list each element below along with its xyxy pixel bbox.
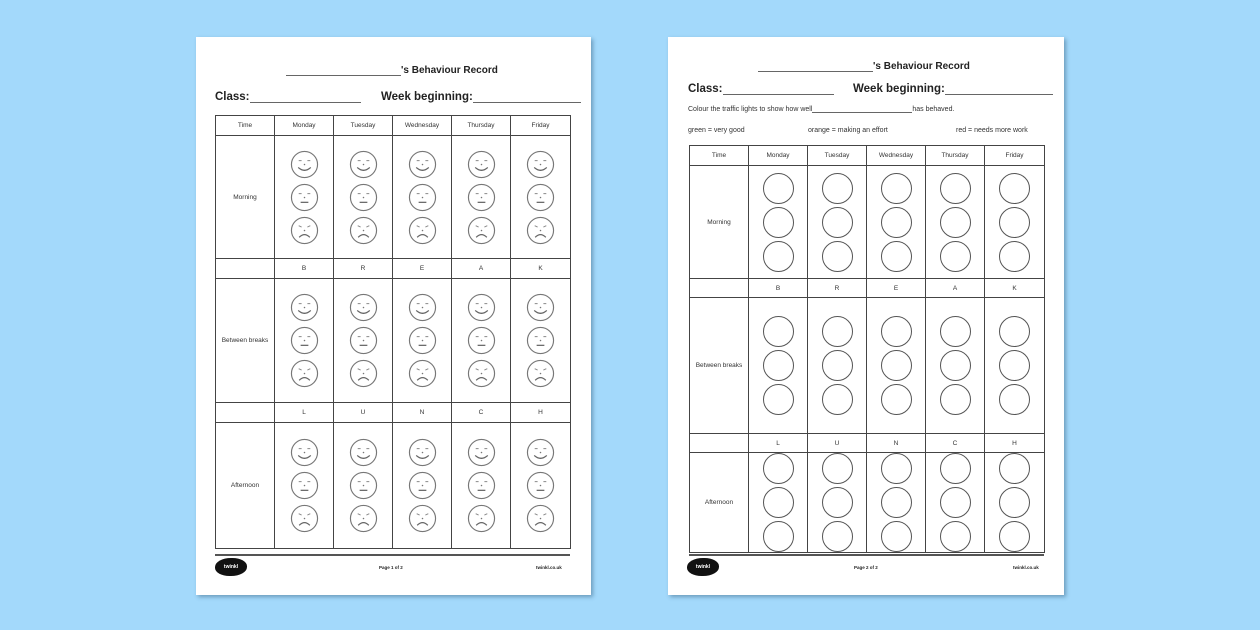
traffic-light-top-circle-icon[interactable] (822, 453, 853, 484)
traffic-light-top-circle-icon[interactable] (999, 173, 1030, 204)
traffic-light-middle-circle-icon[interactable] (940, 350, 971, 381)
session-row (690, 453, 1045, 553)
happy-face-icon[interactable] (349, 293, 378, 322)
traffic-light-cell (985, 166, 1045, 279)
sad-face-icon[interactable] (526, 359, 555, 388)
break-letter: H (511, 403, 571, 423)
sad-face-icon[interactable] (467, 359, 496, 388)
happy-face-icon[interactable] (408, 438, 437, 467)
traffic-light-top-circle-icon[interactable] (763, 316, 794, 347)
twinkl-logo: twinkl (687, 558, 719, 576)
page-title: 's Behaviour Record (286, 65, 498, 76)
page-number: Page 1 of 2 (379, 565, 403, 570)
traffic-light-middle-circle-icon[interactable] (763, 350, 794, 381)
sad-face-icon[interactable] (290, 216, 319, 245)
traffic-light-bottom-circle-icon[interactable] (940, 521, 971, 552)
traffic-light-bottom-circle-icon[interactable] (763, 521, 794, 552)
class-field: Class: (688, 83, 834, 95)
session-label (216, 259, 275, 279)
header-row (216, 116, 571, 136)
neutral-face-icon[interactable] (467, 471, 496, 500)
break-letter: K (985, 279, 1045, 298)
traffic-light-table (689, 145, 1045, 553)
session-label: Afternoon (216, 423, 275, 549)
happy-face-icon[interactable] (526, 438, 555, 467)
traffic-light-top-circle-icon[interactable] (763, 173, 794, 204)
happy-face-icon[interactable] (290, 438, 319, 467)
header-day: Friday (985, 146, 1045, 166)
traffic-light-cell (749, 166, 808, 279)
traffic-light-bottom-circle-icon[interactable] (940, 241, 971, 272)
break-letter: E (867, 279, 926, 298)
page-title: 's Behaviour Record (758, 61, 970, 72)
traffic-light-middle-circle-icon[interactable] (822, 350, 853, 381)
face-cell (275, 423, 334, 549)
sad-face-icon[interactable] (290, 359, 319, 388)
instruction-text: Colour the traffic lights to show how well has behaved. (688, 106, 955, 113)
traffic-light-middle-circle-icon[interactable] (881, 207, 912, 238)
happy-face-icon[interactable] (408, 293, 437, 322)
face-cell (511, 423, 571, 549)
header-day: Monday (749, 146, 808, 166)
face-cell (393, 423, 452, 549)
traffic-light-top-circle-icon[interactable] (999, 453, 1030, 484)
traffic-light-bottom-circle-icon[interactable] (822, 384, 853, 415)
break-row (216, 259, 571, 279)
key-orange: orange = making an effort (808, 127, 888, 134)
traffic-light-top-circle-icon[interactable] (881, 173, 912, 204)
break-letter: R (334, 259, 393, 279)
traffic-light-top-circle-icon[interactable] (999, 316, 1030, 347)
traffic-light-cell (808, 453, 867, 553)
traffic-light-middle-circle-icon[interactable] (822, 487, 853, 518)
header-day: Thursday (452, 116, 511, 136)
header-time: Time (216, 116, 275, 136)
traffic-light-cell (867, 166, 926, 279)
session-label: Morning (690, 166, 749, 279)
break-letter: U (334, 403, 393, 423)
site-url: twinkl.co.uk (536, 565, 562, 570)
behaviour-record-page-faces (196, 37, 591, 595)
traffic-light-middle-circle-icon[interactable] (940, 487, 971, 518)
face-cell (275, 136, 334, 259)
name-blank (758, 71, 873, 72)
break-letter: C (926, 434, 985, 453)
traffic-light-top-circle-icon[interactable] (940, 173, 971, 204)
traffic-light-cell (867, 298, 926, 434)
traffic-light-middle-circle-icon[interactable] (822, 207, 853, 238)
break-letter: E (393, 259, 452, 279)
traffic-light-top-circle-icon[interactable] (881, 316, 912, 347)
traffic-light-middle-circle-icon[interactable] (940, 207, 971, 238)
traffic-light-cell (985, 298, 1045, 434)
neutral-face-icon[interactable] (349, 471, 378, 500)
traffic-light-middle-circle-icon[interactable] (763, 487, 794, 518)
break-letter: A (926, 279, 985, 298)
break-letter: L (275, 403, 334, 423)
site-url: twinkl.co.uk (1013, 565, 1039, 570)
neutral-face-icon[interactable] (467, 183, 496, 212)
happy-face-icon[interactable] (408, 150, 437, 179)
break-letter: K (511, 259, 571, 279)
happy-face-icon[interactable] (349, 150, 378, 179)
session-row (690, 166, 1045, 279)
happy-face-icon[interactable] (467, 150, 496, 179)
break-letter: U (808, 434, 867, 453)
sad-face-icon[interactable] (408, 359, 437, 388)
neutral-face-icon[interactable] (290, 471, 319, 500)
neutral-face-icon[interactable] (467, 326, 496, 355)
key-green: green = very good (688, 127, 745, 134)
happy-face-icon[interactable] (526, 150, 555, 179)
traffic-light-cell (926, 298, 985, 434)
break-letter: H (985, 434, 1045, 453)
sad-face-icon[interactable] (467, 504, 496, 533)
break-letter: B (275, 259, 334, 279)
header-day: Tuesday (334, 116, 393, 136)
face-cell (334, 279, 393, 403)
break-letter: R (808, 279, 867, 298)
session-label: Between breaks (216, 279, 275, 403)
traffic-light-bottom-circle-icon[interactable] (881, 521, 912, 552)
sad-face-icon[interactable] (526, 216, 555, 245)
session-label (690, 434, 749, 453)
header-day: Friday (511, 116, 571, 136)
neutral-face-icon[interactable] (408, 471, 437, 500)
traffic-light-bottom-circle-icon[interactable] (999, 241, 1030, 272)
traffic-light-cell (867, 453, 926, 553)
break-row (216, 403, 571, 423)
session-label (690, 279, 749, 298)
break-letter: C (452, 403, 511, 423)
sad-face-icon[interactable] (349, 359, 378, 388)
header-time: Time (690, 146, 749, 166)
traffic-light-bottom-circle-icon[interactable] (763, 384, 794, 415)
traffic-light-cell (749, 298, 808, 434)
header-day: Wednesday (393, 116, 452, 136)
behaviour-table (215, 115, 571, 549)
traffic-light-middle-circle-icon[interactable] (999, 487, 1030, 518)
footer-divider (215, 554, 570, 556)
neutral-face-icon[interactable] (290, 326, 319, 355)
neutral-face-icon[interactable] (349, 326, 378, 355)
sad-face-icon[interactable] (349, 216, 378, 245)
traffic-light-middle-circle-icon[interactable] (999, 207, 1030, 238)
sad-face-icon[interactable] (408, 216, 437, 245)
face-cell (393, 136, 452, 259)
face-cell (334, 136, 393, 259)
traffic-light-top-circle-icon[interactable] (940, 316, 971, 347)
happy-face-icon[interactable] (526, 293, 555, 322)
traffic-light-bottom-circle-icon[interactable] (822, 521, 853, 552)
traffic-light-top-circle-icon[interactable] (822, 316, 853, 347)
happy-face-icon[interactable] (349, 438, 378, 467)
traffic-light-bottom-circle-icon[interactable] (763, 241, 794, 272)
behaviour-record-page-traffic-lights (668, 37, 1064, 595)
face-cell (275, 279, 334, 403)
neutral-face-icon[interactable] (408, 326, 437, 355)
traffic-light-bottom-circle-icon[interactable] (881, 241, 912, 272)
break-row (690, 434, 1045, 453)
happy-face-icon[interactable] (467, 293, 496, 322)
session-label: Afternoon (690, 453, 749, 553)
traffic-light-cell (926, 453, 985, 553)
twinkl-logo: twinkl (215, 558, 247, 576)
break-letter: B (749, 279, 808, 298)
face-cell (452, 423, 511, 549)
header-row (690, 146, 1045, 166)
face-cell (452, 279, 511, 403)
traffic-light-middle-circle-icon[interactable] (881, 487, 912, 518)
traffic-light-middle-circle-icon[interactable] (881, 350, 912, 381)
traffic-light-bottom-circle-icon[interactable] (999, 384, 1030, 415)
traffic-light-cell (749, 453, 808, 553)
traffic-light-middle-circle-icon[interactable] (763, 207, 794, 238)
page-number: Page 2 of 2 (854, 565, 878, 570)
week-beginning-field: Week beginning: (853, 83, 1053, 95)
traffic-light-cell (808, 166, 867, 279)
key-red: red = needs more work (956, 127, 1028, 134)
break-letter: A (452, 259, 511, 279)
session-label: Between breaks (690, 298, 749, 434)
header-day: Monday (275, 116, 334, 136)
sad-face-icon[interactable] (349, 504, 378, 533)
traffic-light-top-circle-icon[interactable] (940, 453, 971, 484)
sad-face-icon[interactable] (467, 216, 496, 245)
break-letter: N (393, 403, 452, 423)
session-label: Morning (216, 136, 275, 259)
class-field: Class: (215, 91, 361, 103)
traffic-light-cell (926, 166, 985, 279)
traffic-light-middle-circle-icon[interactable] (999, 350, 1030, 381)
traffic-light-cell (985, 453, 1045, 553)
break-row (690, 279, 1045, 298)
face-cell (511, 136, 571, 259)
session-row (690, 298, 1045, 434)
session-label (216, 403, 275, 423)
session-row (216, 279, 571, 403)
neutral-face-icon[interactable] (526, 326, 555, 355)
week-beginning-field: Week beginning: (381, 91, 581, 103)
happy-face-icon[interactable] (290, 293, 319, 322)
header-day: Tuesday (808, 146, 867, 166)
traffic-light-top-circle-icon[interactable] (881, 453, 912, 484)
face-cell (452, 136, 511, 259)
sad-face-icon[interactable] (290, 504, 319, 533)
footer-divider (689, 554, 1044, 556)
neutral-face-icon[interactable] (349, 183, 378, 212)
session-row (216, 136, 571, 259)
traffic-light-top-circle-icon[interactable] (822, 173, 853, 204)
break-letter: N (867, 434, 926, 453)
traffic-light-bottom-circle-icon[interactable] (822, 241, 853, 272)
face-cell (334, 423, 393, 549)
sad-face-icon[interactable] (408, 504, 437, 533)
happy-face-icon[interactable] (290, 150, 319, 179)
sad-face-icon[interactable] (526, 504, 555, 533)
traffic-light-top-circle-icon[interactable] (763, 453, 794, 484)
traffic-light-bottom-circle-icon[interactable] (999, 521, 1030, 552)
name-blank (286, 75, 401, 76)
neutral-face-icon[interactable] (526, 471, 555, 500)
neutral-face-icon[interactable] (290, 183, 319, 212)
happy-face-icon[interactable] (467, 438, 496, 467)
header-day: Wednesday (867, 146, 926, 166)
neutral-face-icon[interactable] (526, 183, 555, 212)
face-cell (511, 279, 571, 403)
neutral-face-icon[interactable] (408, 183, 437, 212)
traffic-light-bottom-circle-icon[interactable] (881, 384, 912, 415)
header-day: Thursday (926, 146, 985, 166)
session-row (216, 423, 571, 549)
traffic-light-bottom-circle-icon[interactable] (940, 384, 971, 415)
traffic-light-cell (808, 298, 867, 434)
face-cell (393, 279, 452, 403)
break-letter: L (749, 434, 808, 453)
